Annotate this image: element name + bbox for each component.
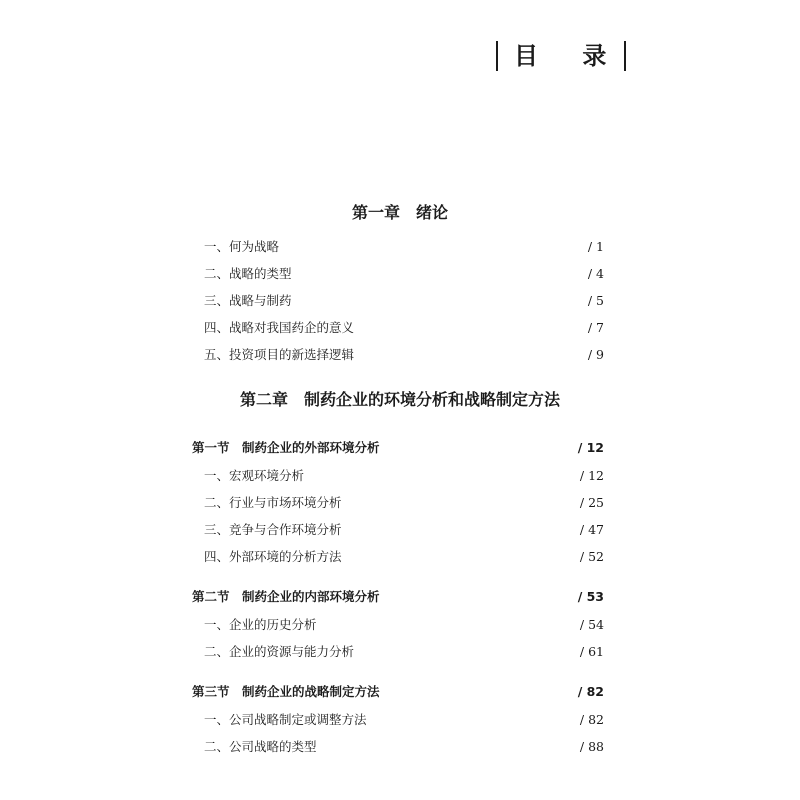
- toc-entry[interactable]: [204, 518, 604, 540]
- toc-entry-page: / 9: [587, 346, 604, 362]
- toc-entry-label: 一、宏观环境分析: [204, 468, 305, 483]
- toc-section-label: 第二节 制药企业的内部环境分析: [192, 589, 380, 604]
- toc-section-page: / 82: [577, 683, 604, 699]
- toc-entry[interactable]: [204, 545, 604, 567]
- toc-entry[interactable]: [204, 262, 604, 284]
- toc-entry-label: 二、战略的类型: [204, 266, 292, 281]
- toc-entry-label: 二、企业的资源与能力分析: [204, 644, 355, 659]
- page-title-text: 目 录: [514, 42, 625, 70]
- toc-entry-page: / 52: [579, 548, 604, 564]
- toc-entry-page: / 5: [587, 292, 604, 308]
- toc-entry[interactable]: [204, 464, 604, 486]
- toc-entry-label: 三、战略与制药: [204, 293, 292, 308]
- toc-entry[interactable]: [204, 343, 604, 365]
- toc-entry-label: 一、公司战略制定或调整方法: [204, 712, 367, 727]
- toc-section-page: / 12: [577, 439, 604, 455]
- toc-entry-label: 三、竞争与合作环境分析: [204, 522, 342, 537]
- toc-entry-label: 二、行业与市场环境分析: [204, 495, 342, 510]
- title-bar-right: [624, 41, 626, 71]
- toc-entry[interactable]: [204, 491, 604, 513]
- toc-entry[interactable]: [204, 235, 604, 257]
- toc-section[interactable]: [192, 436, 604, 458]
- toc-section[interactable]: [192, 585, 604, 607]
- toc-section[interactable]: [192, 680, 604, 702]
- toc-entry[interactable]: [204, 640, 604, 662]
- toc-entry-page: / 25: [579, 494, 604, 510]
- toc-entry-page: / 4: [587, 265, 604, 281]
- toc-entry-page: / 7: [587, 319, 604, 335]
- toc-entry-label: 四、外部环境的分析方法: [204, 549, 342, 564]
- chapter-heading: 第二章 制药企业的环境分析和战略制定方法: [239, 390, 560, 409]
- toc-entry-page: / 54: [579, 616, 604, 632]
- toc-entry-page: / 1: [587, 238, 604, 254]
- toc-section-page: / 53: [577, 588, 604, 604]
- toc-entry-label: 一、何为战略: [204, 239, 280, 254]
- toc-entry[interactable]: [204, 735, 604, 757]
- toc-entry-page: / 47: [579, 521, 604, 537]
- chapter-heading: 第一章 绪论: [351, 203, 448, 222]
- toc-entry-page: / 88: [579, 738, 604, 754]
- toc-entry[interactable]: [204, 708, 604, 730]
- toc-entry[interactable]: [204, 613, 604, 635]
- toc-entry-label: 四、战略对我国药企的意义: [204, 320, 355, 335]
- toc-entry[interactable]: [204, 316, 604, 338]
- toc-section-label: 第一节 制药企业的外部环境分析: [192, 440, 380, 455]
- toc-entry-label: 二、公司战略的类型: [204, 739, 317, 754]
- toc-entry-label: 一、企业的历史分析: [204, 617, 317, 632]
- toc-entry-page: / 82: [579, 711, 604, 727]
- page-title: [496, 40, 626, 72]
- toc-section-label: 第三节 制药企业的战略制定方法: [192, 684, 380, 699]
- toc-entry[interactable]: [204, 289, 604, 311]
- toc-entry-label: 五、投资项目的新选择逻辑: [204, 347, 355, 362]
- toc-entry-page: / 61: [579, 643, 604, 659]
- toc-entry-page: / 12: [579, 467, 604, 483]
